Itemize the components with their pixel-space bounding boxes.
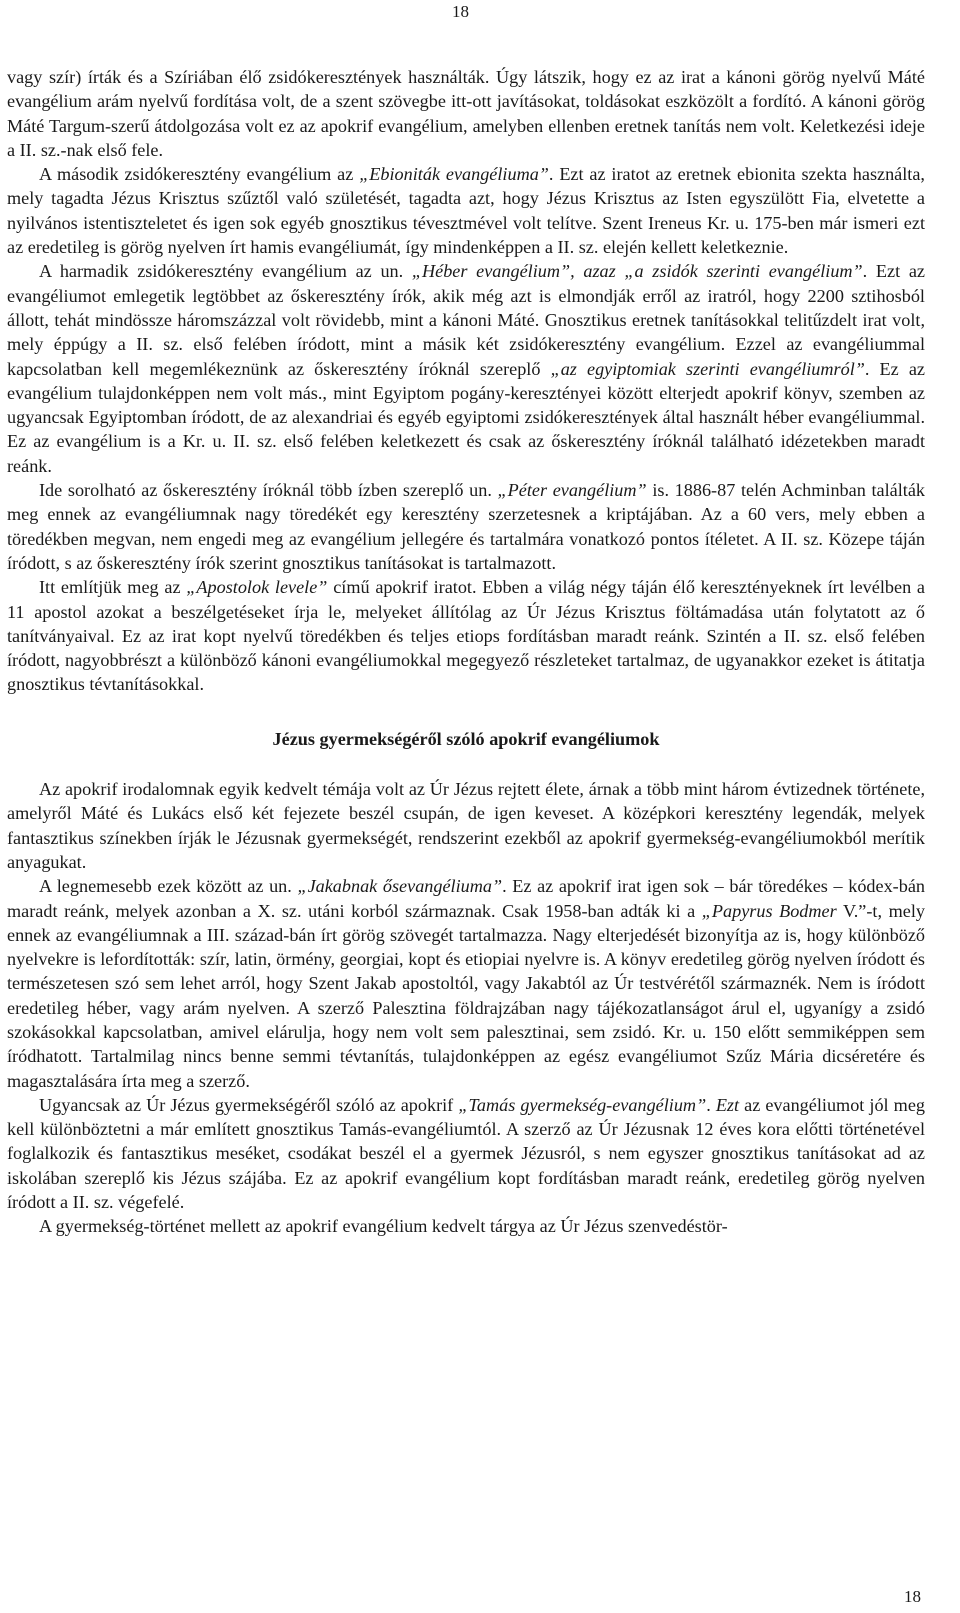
text-run: Ugyancsak az Úr Jézus gyermekségéről szóló az apokrif [39,1094,459,1115]
paragraph [7,259,925,478]
text-run: A gyermekség-történet mellett az apokrif evangélium kedvelt tárgya az Úr Jézus szenvedéstör- [39,1216,728,1237]
italic-title: „Héber evangélium”, azaz „a zsidók szerinti evangélium” [411,261,863,282]
text-run: A második zsidókeresztény evangélium az [39,164,360,185]
text-run: is. 1886-87 telén Achminban találták meg ennek az evangéliumnak nagy töredékét egy keresztény szerzetesnek a kriptájában. Az a 60 vers, mely ebben a töredékben megvan, nem engedi meg az evangélium jellegére és tartalmára vonatkozó pontos ítéletet. A II. sz. Közepe táján íródott, s az őskeresztény írók szerint gnosztikus tanításokat is tartalmazott. [7,480,925,573]
text-run: V.”-t, mely ennek az evangéliumnak a III. század-bán írt görög szövegét tartalmazza. Nagy elterjedését bizonyítja az is, hogy különböző nyelvekre is lefordították: szír, latin, örmény, georgiai, kopt és etiopiai nyelvre is. A könyv eredetileg görög nyelven íródott és természetesen szó sem lehet arról, hogy Szent Jakab apostoltól, vagy Jakabtól az Úr testvérétől származnék. Nem is íródott eredetileg héber, vagy arám nyelven. A szerző Palesztina földrajzában nagy tájékozatlanságot árul el, ugyanígy a zsidó szokásokkal kapcsolatban, amivel elárulja, hogy nem volt sem palesztinai, sem zsidó. Kr. u. 150 előtt semmiképpen sem íródhatott. Tartalmilag nincs benne semmi tévtanítás, tulajdonképpen az egész evangéliumot Szűz Mária dicséretére és magasztalására írta meg a szerző. [7,900,925,1091]
italic-title: „Tamás gyermekség-evangélium” [458,1094,707,1115]
text-run: . [706,1094,716,1115]
page-number-top: 18 [452,2,469,21]
text-run: című apokrif iratot. Ebben a világ négy táján élő keresztényeknek írt levélben a 11 apostol azokat a beszélgetéseket írja le, melyeket állítólag az Úr Jézus Krisztus föltámadása után folytatott az ő tanítványaival. Ez az irat kopt nyelvű töredékben és teljes etiops fordításban maradt reánk. Szintén a II. sz. első felében íródott, nagyobbrészt a különböző kánoni evangéliumokkal megegyező részleteket tartalmaz, de ugyanakkor ezeket is átitatja gnosztikus tévtanításokkal. [7,577,925,695]
paragraph [7,65,925,162]
italic-title: „Papyrus Bodmer [701,900,837,921]
text-run: az evangéliumot jól meg kell különböztetni a már említett gnosztikus Tamás-evangéliumtól. A szerző az Úr Jézusnak 12 éves kora előtti történetével foglalkozik és fantasztikus meséket, csodákat beszél el a gyermek Jézusról, s nem egyszer gnosztikus tanításokat ad az iskolában szereplő kis Jézus szájába. Ez az apokrif evangélium kopt fordításban maradt reánk, eredetileg görög nyelven íródott a II. sz. végefelé. [7,1094,925,1213]
text-run: . Ezt az iratot az eretnek ebionita szekta használta, mely tagadta Jézus Krisztus szűztől való születését, tagadta azt, hogy Jézus Krisztus az Isten egyszülött Fia, elvetette a nyilvános istentiszteletet és igen sok egyéb gnosztikus tévesztmével volt telítve. Szent Ireneus Kr. u. 175-ben már ismeri ezt az eredetileg is görög nyelven írt hamis evangéliumát, így mindenképpen a II. sz. elején kellett keletkeznie. [7,164,925,258]
paragraph [7,1093,925,1214]
paragraph [7,162,925,259]
paragraph [7,874,925,1093]
italic-title: „Apostolok levele” [186,577,328,598]
text-run: A legnemesebb ezek között az un. [39,876,298,897]
italic-title: „az egyiptomiak szerinti evangéliumról” [550,358,865,379]
body-text [7,65,925,1239]
text-run: Itt említjük meg az [39,577,187,598]
italic-title: Ezt [715,1094,740,1115]
italic-title: „Jakabnak ősevangéliuma” [297,876,503,897]
text-run: . Ez az evangélium tulajdonképpen nem volt más., mint Egyiptom pogány-keresztényei között elterjedt apokrif könyv, szemben az ugyancsak Egyiptomban íródott, de az alexandriai és egyéb egyiptomi zsidókeresztények által használt héber evangéliummal. Ez az evangélium is a Kr. u. II. sz. első felében keletkezett és csak az őskeresztény íróknál található idézetekben maradt reánk. [7,358,926,476]
text-run: A harmadik zsidókeresztény evangélium az un. [39,261,412,282]
italic-title: „Ebioniták evangéliuma” [359,164,549,185]
italic-title: „Péter evangélium” [497,480,647,501]
section-heading [7,727,925,751]
paragraph [7,1214,925,1238]
paragraph [7,575,925,696]
text-run: . Ezt az evangéliumot emlegetik legtöbbet az őskeresztény írók, akik még azt is elmondják erről az iratról, hogy 2200 sztihosból állott, tehát mindössze háromszázzal volt rövidebb, mint a kánoni Máté. Gnosztikus eretnek tanításokkal telitűzdelt irat volt, mely éppúgy a II. sz. első felében íródott, mint a másik két zsidókeresztény evangélium. Ezzel az evangéliummal kapcsolatban kell megemlékeznünk az őskeresztény íróknál szereplő [7,261,925,379]
text-run: Jézus gyermekségéről szóló apokrif evangéliumok [272,728,660,749]
paragraph [7,478,925,575]
text-run: vagy szír) írták és a Szíriában élő zsidókeresztények használták. Úgy látszik, hogy ez az irat a kánoni görög nyelvű Máté evangélium arám nyelvű fordítása volt, de a szent szövegbe itt-ott javításokat, toldásokat eszközölt a fordító. A kánoni görög Máté Targum-szerű átdolgozása volt ez az apokrif evangélium, amelyben ellenben eretnek tanítás nem volt. Keletkezési ideje a II. sz.-nak első fele. [7,67,925,160]
text-run: . Ez az apokrif irat igen sok – bár töredékes – kódex-bán maradt reánk, melyek azonban a X. sz. utáni korból származnak. Csak 1958-ban adták ki a [7,876,925,921]
text-run: Az apokrif irodalomnak egyik kedvelt témája volt az Úr Jézus rejtett élete, árnak a több mint három évtizednek története, amelyről Máté és Lukács első két fejezete beszél csupán, de igen keveset. A középkori keresztény legendák, melyek fantasztikus színekben írják le Jézusnak gyermekségét, rendszerint ezekből az apokrif gyermekség-evangéliumokból merítik anyagukat. [7,779,925,872]
paragraph [7,777,925,874]
text-run: Ide sorolható az őskeresztény íróknál több ízben szereplő un. [39,480,498,501]
page-number-bottom: 18 [904,1587,921,1606]
